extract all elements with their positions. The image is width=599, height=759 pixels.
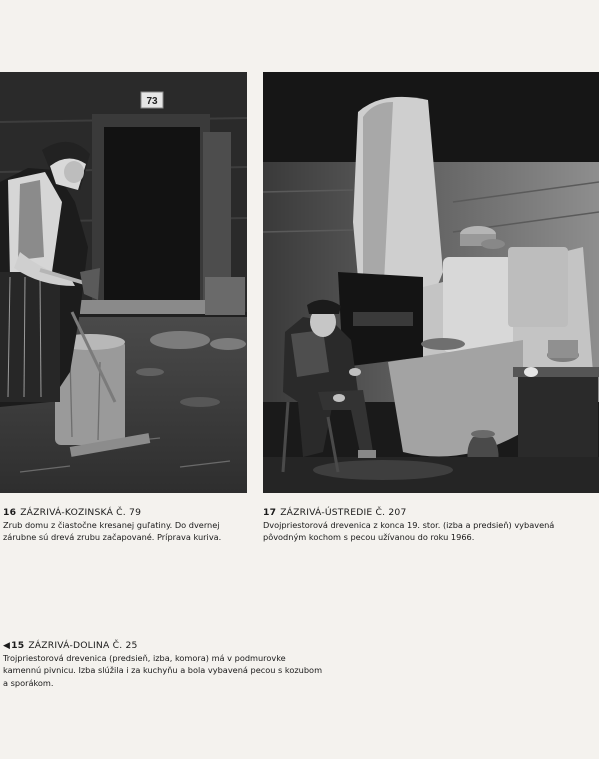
caption-17-text: Dvojpriestorová drevenica z konca 19. stor. (izba a predsieň) vybavená pôvodným kochom s pecou užívanou do roku 1966. bbox=[263, 520, 555, 543]
caption-16 bbox=[3, 507, 249, 544]
caption-16-heading bbox=[3, 507, 249, 519]
caption-15-text: Trojpriestorová drevenica (predsieň, izba, komora) má v podmurovke kamennú pivnicu. Izba slúžila i za kuchyňu a bola vybavená pecou s kozubom a sporákom. bbox=[3, 653, 323, 688]
photo-woman-chopping-wood bbox=[0, 72, 247, 493]
caption-16-number: 16 bbox=[3, 507, 17, 518]
caption-16-text: Zrub domu z čiastočne kresanej guľatiny. Do dvernej zárubne sú drevá zrubu začapované. Príprava kuriva. bbox=[3, 520, 222, 543]
caption-17 bbox=[263, 507, 593, 544]
left-arrow-icon: ◀ bbox=[3, 641, 11, 651]
svg-text:73: 73 bbox=[146, 96, 158, 107]
photo-man-by-oven bbox=[263, 72, 599, 493]
caption-15-title: ZÁZRIVÁ-DOLINA Č. 25 bbox=[28, 640, 138, 651]
caption-15-number: 15 bbox=[11, 640, 25, 651]
caption-17-heading bbox=[263, 507, 593, 519]
caption-15 bbox=[3, 640, 323, 689]
caption-16-title: ZÁZRIVÁ-KOZINSKÁ Č. 79 bbox=[20, 507, 142, 518]
caption-17-number: 17 bbox=[263, 507, 277, 518]
caption-15-heading bbox=[3, 640, 323, 652]
caption-17-title: ZÁZRIVÁ-ÚSTREDIE Č. 207 bbox=[280, 507, 407, 518]
house-number-plate bbox=[141, 92, 163, 108]
